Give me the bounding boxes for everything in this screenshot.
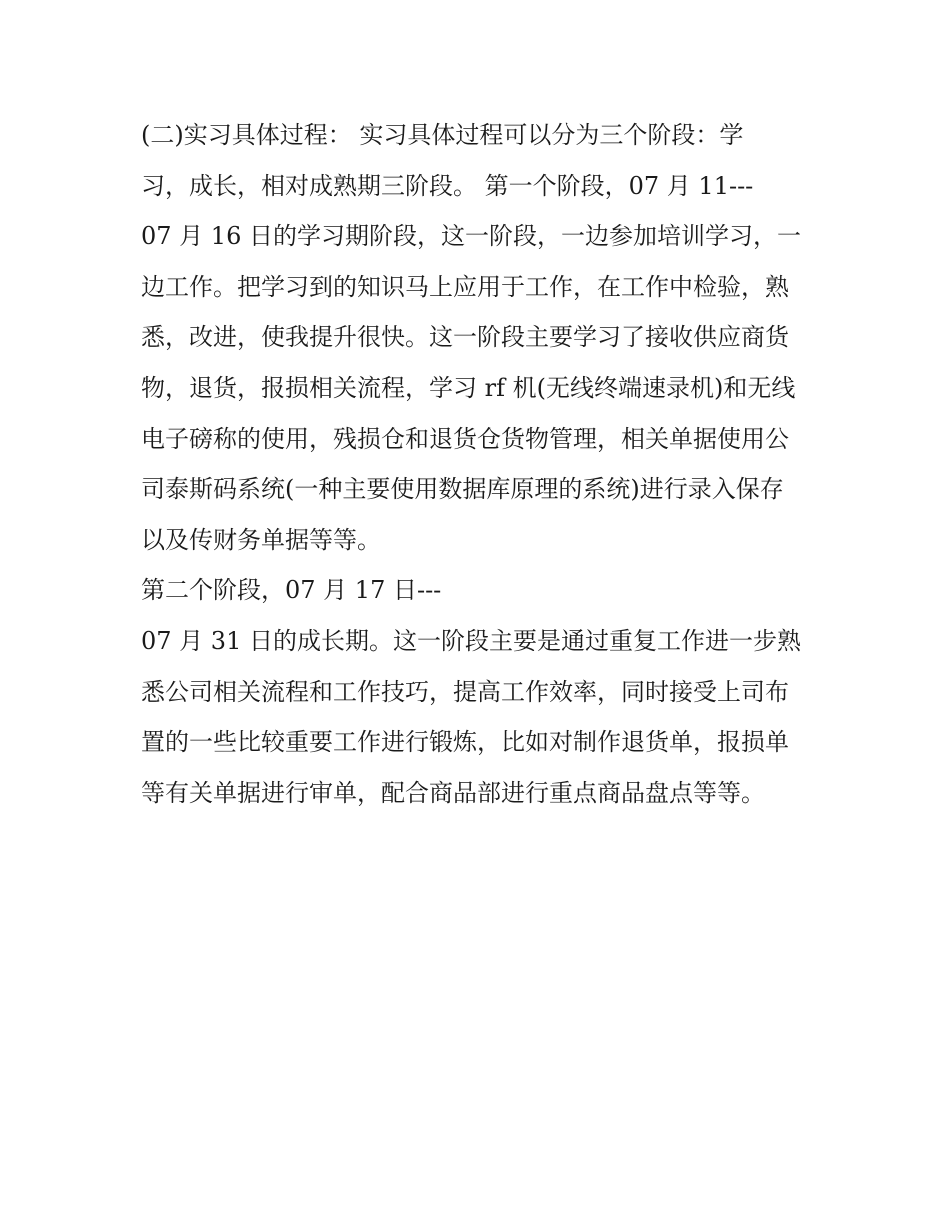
text-line: 07 月 31 日的成长期。这一阶段主要是通过重复工作进一步熟	[141, 626, 801, 655]
text-line: 第二个阶段，07 月 17 日---	[141, 576, 442, 605]
text-line: 悉公司相关流程和工作技巧，提高工作效率，同时接受上司布	[141, 677, 789, 706]
document-body	[141, 110, 821, 818]
text-line: 以及传财务单据等等。	[141, 525, 381, 554]
text-line: 悉，改进，使我提升很快。这一阶段主要学习了接收供应商货	[141, 323, 789, 352]
text-line: 07 月 16 日的学习期阶段，这一阶段，一边参加培训学习，一	[141, 222, 801, 251]
text-line: 司泰斯码系统(一种主要使用数据库原理的系统)进行录入保存	[141, 475, 784, 504]
text-line: 边工作。把学习到的知识马上应用于工作，在工作中检验，熟	[141, 272, 789, 301]
text-line: 电子磅称的使用，残损仓和退货仓货物管理，相关单据使用公	[141, 424, 789, 453]
text-line: 等有关单据进行审单，配合商品部进行重点商品盘点等等。	[141, 778, 765, 807]
text-line: 置的一些比较重要工作进行锻炼，比如对制作退货单，报损单	[141, 728, 789, 757]
text-line: 物，退货，报损相关流程，学习 rf 机(无线终端速录机)和无线	[141, 373, 796, 402]
text-line: (二)实习具体过程： 实习具体过程可以分为三个阶段：学	[141, 121, 744, 149]
text-line: 习，成长，相对成熟期三阶段。 第一个阶段，07 月 11---	[141, 171, 754, 200]
